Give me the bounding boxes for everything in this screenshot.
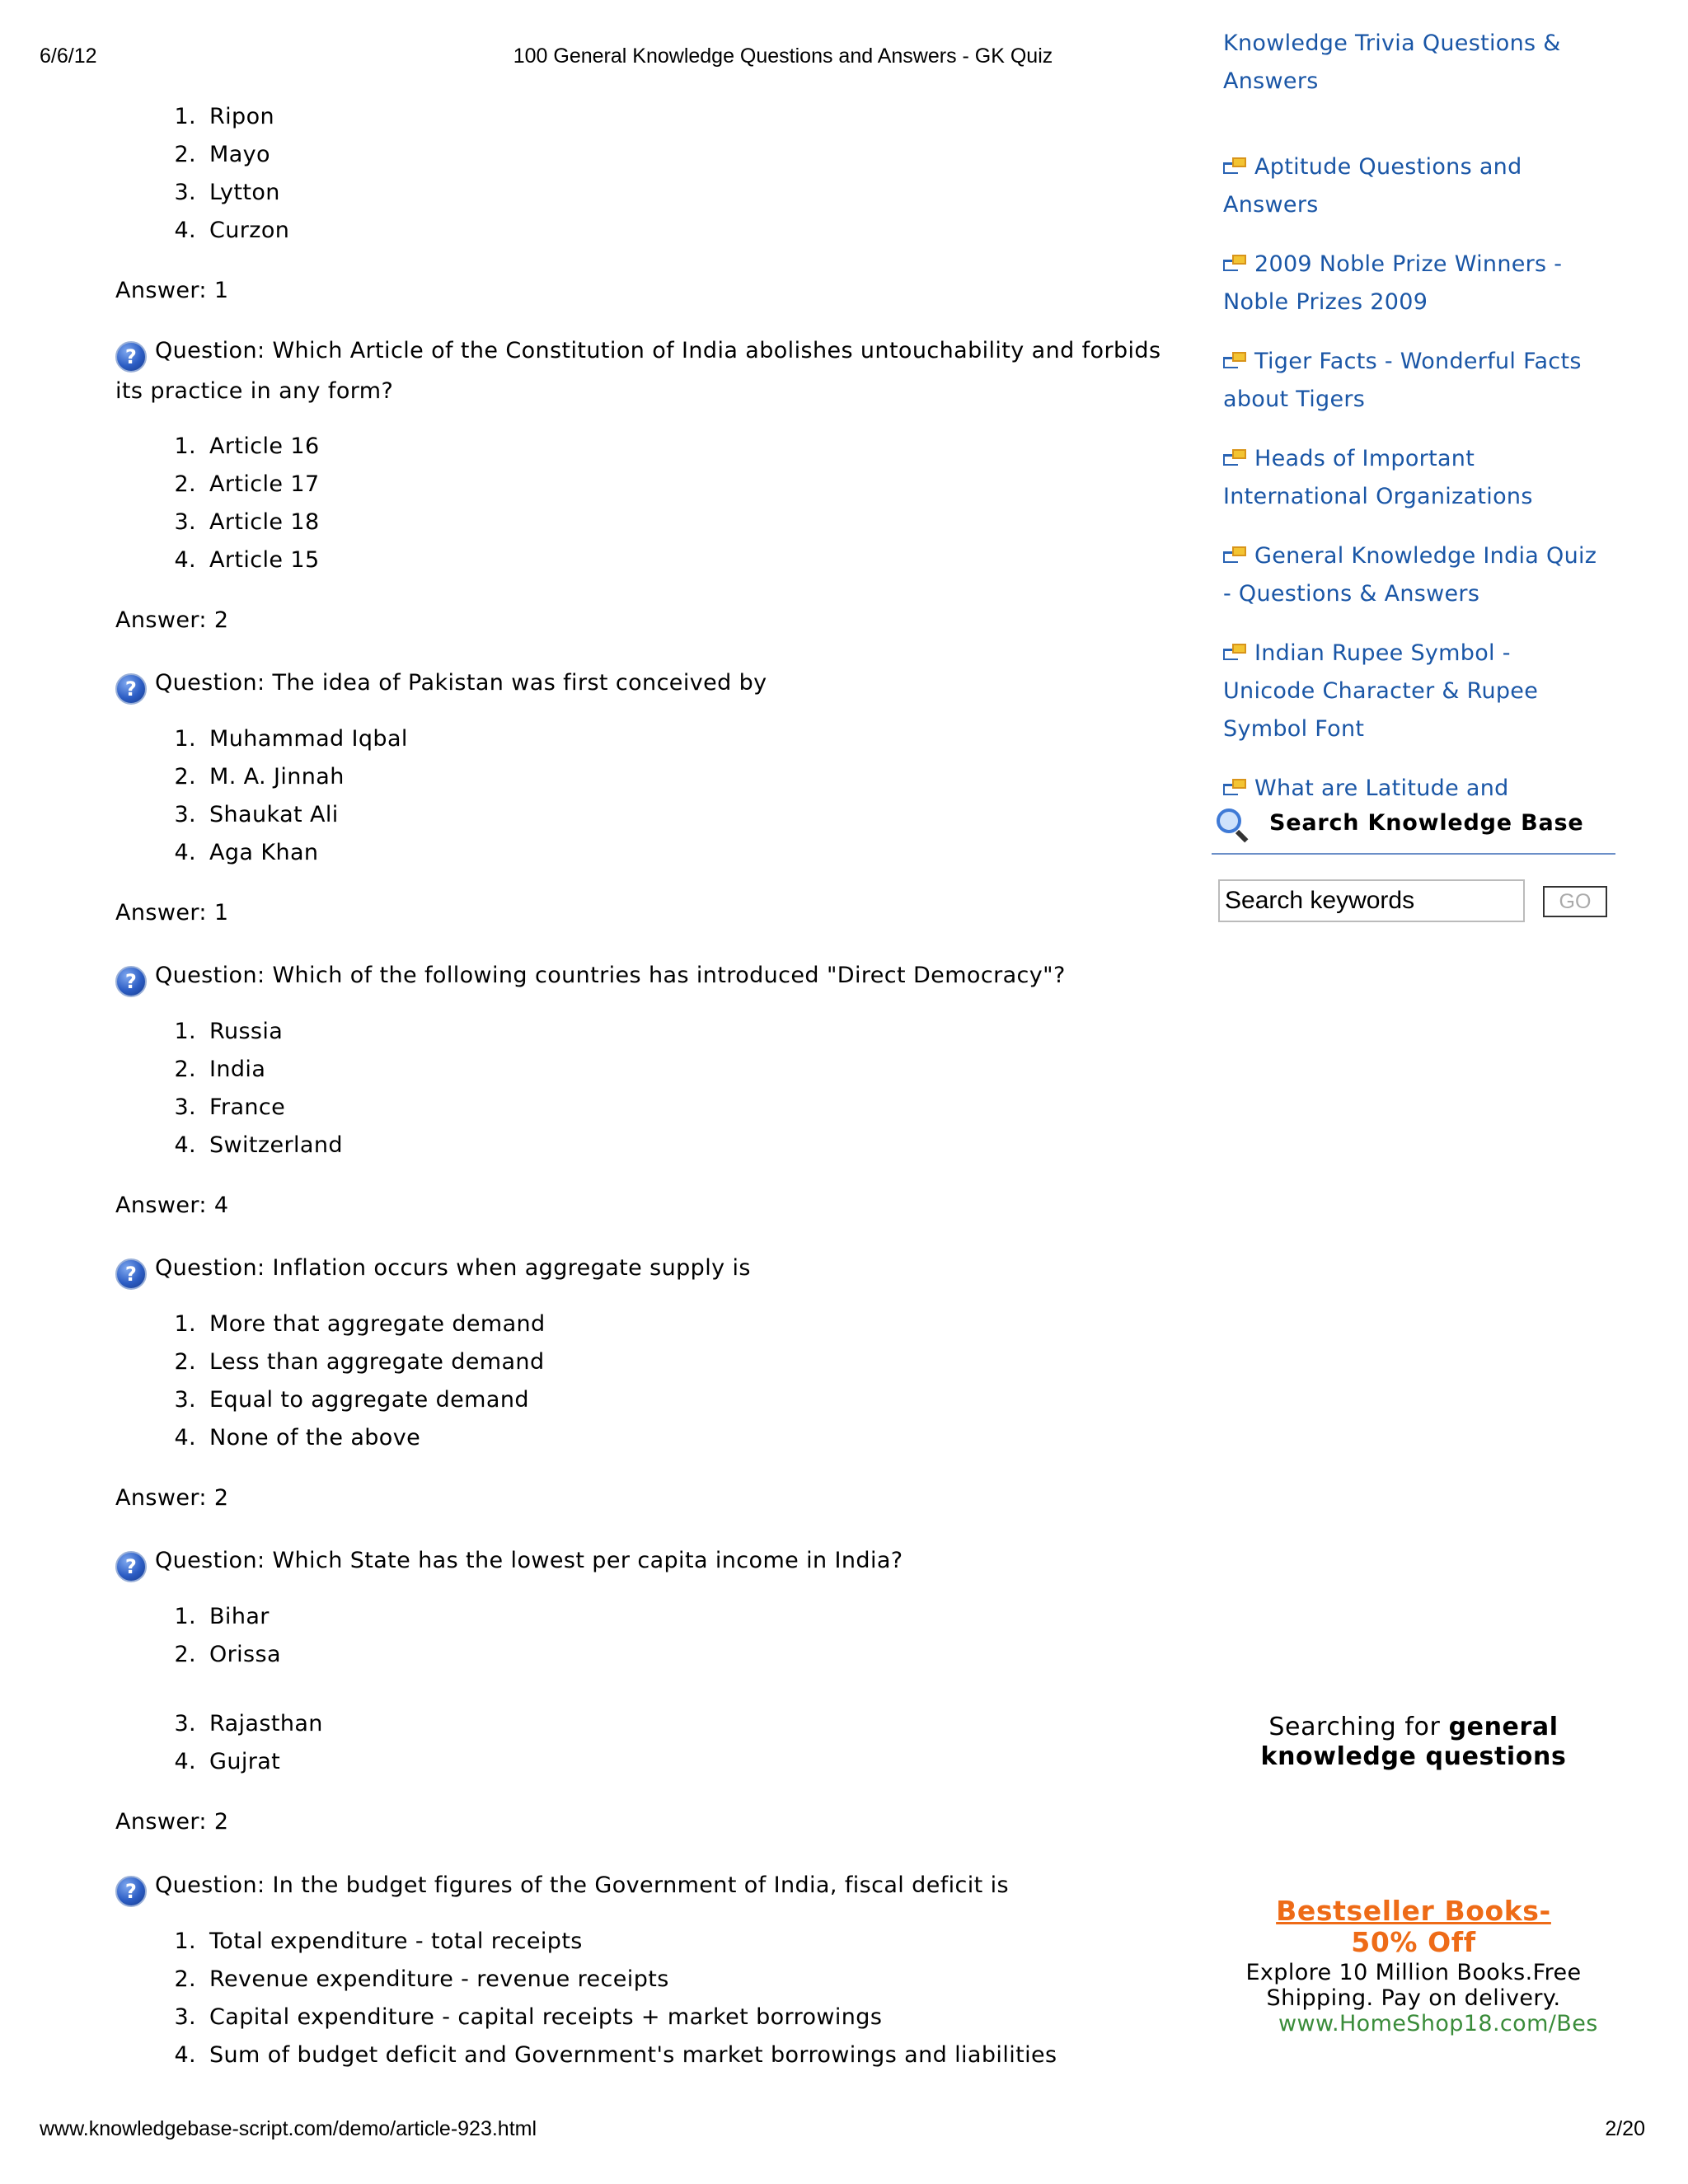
list-item: 1. Ripon: [174, 104, 275, 129]
ad-body: Explore 10 Million Books.Free Shipping. Pay on delivery.: [1245, 1960, 1582, 2011]
ad-title-line1[interactable]: Bestseller Books-: [1276, 1895, 1551, 1927]
question-icon: ?: [115, 966, 147, 997]
list-item: 4. None of the above: [174, 1425, 421, 1451]
article-link-icon: [1223, 352, 1248, 370]
question-icon: ?: [115, 341, 147, 373]
list-item: 2. Less than aggregate demand: [174, 1349, 545, 1375]
go-button[interactable]: GO: [1543, 886, 1607, 917]
list-item: 1. More that aggregate demand: [174, 1311, 546, 1337]
answer-text: Answer: 4: [115, 1193, 229, 1218]
ad-block[interactable]: [1212, 1896, 1615, 2036]
ad-url[interactable]: www.HomeShop18.com/Bes: [1278, 2011, 1598, 2036]
list-item: 2. Revenue expenditure - revenue receipts: [174, 1966, 669, 1992]
list-item: 2. M. A. Jinnah: [174, 764, 345, 790]
list-item: 4. Switzerland: [174, 1132, 343, 1158]
question-icon: ?: [115, 1876, 147, 1907]
list-item: 4. Article 15: [174, 547, 320, 573]
article-link-icon: [1223, 644, 1248, 662]
question-text: ? Question: In the budget figures of the Government of India, fiscal deficit is: [115, 1867, 1187, 1907]
question-icon: ?: [115, 673, 147, 705]
search-header: [1212, 804, 1615, 855]
magnifier-icon: [1215, 807, 1251, 843]
article-link-icon: [1223, 255, 1248, 273]
list-item: 2. Article 17: [174, 471, 320, 497]
question-text: ? Question: The idea of Pakistan was first conceived by: [115, 664, 1187, 705]
article-link-icon: [1223, 449, 1248, 467]
page-title: 100 General Knowledge Questions and Answers - GK Quiz: [513, 45, 1053, 68]
related-link[interactable]: Aptitude Questions and Answers: [1223, 154, 1522, 218]
list-item: 3. Capital expenditure - capital receipts + market borrowings: [174, 2004, 883, 2030]
answer-text: Answer: 1: [115, 900, 229, 926]
question-text: ? Question: Which Article of the Constitution of India abolishes untouchability and forbids its practice in any form?: [115, 338, 1161, 404]
search-input[interactable]: [1218, 879, 1525, 922]
search-title: Search Knowledge Base: [1269, 810, 1584, 836]
list-item: 1. Russia: [174, 1019, 284, 1044]
related-link[interactable]: Tiger Facts - Wonderful Facts about Tigers: [1223, 349, 1582, 412]
article-link-icon: [1223, 779, 1248, 797]
related-link[interactable]: 2009 Noble Prize Winners - Noble Prizes 2009: [1223, 251, 1563, 315]
related-link[interactable]: General Knowledge India Quiz - Questions & Answers: [1223, 543, 1597, 607]
article-link-icon: [1223, 157, 1248, 176]
list-item: 3. Equal to aggregate demand: [174, 1387, 529, 1413]
related-link[interactable]: Heads of Important International Organizations: [1223, 446, 1533, 509]
question-text: ? Question: Which State has the lowest per capita income in India?: [115, 1542, 1187, 1582]
article-link-icon: [1223, 546, 1248, 565]
answer-text: Answer: 2: [115, 1809, 229, 1835]
promo-text: [1212, 1713, 1615, 1772]
list-item: 1. Bihar: [174, 1604, 270, 1629]
related-link[interactable]: What are Latitude and: [1223, 770, 1619, 808]
related-articles: [1212, 30, 1615, 801]
list-item: 3. Rajasthan: [174, 1711, 323, 1736]
promo-prefix: Searching for: [1268, 1713, 1449, 1741]
list-item: 2. India: [174, 1057, 266, 1082]
list-item: 1. Article 16: [174, 434, 320, 459]
related-link[interactable]: Indian Rupee Symbol - Unicode Character & Rupee Symbol Font: [1223, 640, 1539, 742]
question-text: ? Question: Inflation occurs when aggregate supply is: [115, 1249, 1187, 1290]
list-item: 3. France: [174, 1094, 286, 1120]
related-link[interactable]: Knowledge Trivia Questions & Answers: [1223, 30, 1561, 94]
question-text: ? Question: Which of the following countries has introduced "Direct Democracy"?: [115, 957, 1187, 997]
list-item: 4. Curzon: [174, 218, 290, 243]
list-item: 2. Mayo: [174, 142, 270, 167]
list-item: 4. Aga Khan: [174, 840, 319, 865]
list-item: 1. Total expenditure - total receipts: [174, 1929, 583, 1954]
list-item: 3. Article 18: [174, 509, 320, 535]
answer-text: Answer: 2: [115, 607, 229, 633]
list-item: 2. Orissa: [174, 1642, 281, 1667]
answer-text: Answer: 2: [115, 1485, 229, 1511]
question-icon: ?: [115, 1258, 147, 1290]
ad-title-line2[interactable]: 50% Off: [1351, 1926, 1476, 1958]
promo-keyword: general knowledge questions: [1260, 1713, 1567, 1771]
list-item: 1. Muhammad Iqbal: [174, 726, 408, 752]
list-item: 4. Sum of budget deficit and Government's market borrowings and liabilities: [174, 2042, 1057, 2068]
print-date: 6/6/12: [40, 45, 97, 68]
list-item: 3. Shaukat Ali: [174, 802, 339, 827]
list-item: 4. Gujrat: [174, 1749, 281, 1774]
page-number: 2/20: [1605, 2117, 1645, 2140]
question-icon: ?: [115, 1551, 147, 1582]
list-item: 3. Lytton: [174, 180, 280, 205]
answer-text: Answer: 1: [115, 278, 229, 303]
search-panel: [1212, 804, 1615, 913]
ad-title[interactable]: [1212, 1896, 1615, 1958]
footer-url: www.knowledgebase-script.com/demo/article-923.html: [40, 2117, 537, 2140]
